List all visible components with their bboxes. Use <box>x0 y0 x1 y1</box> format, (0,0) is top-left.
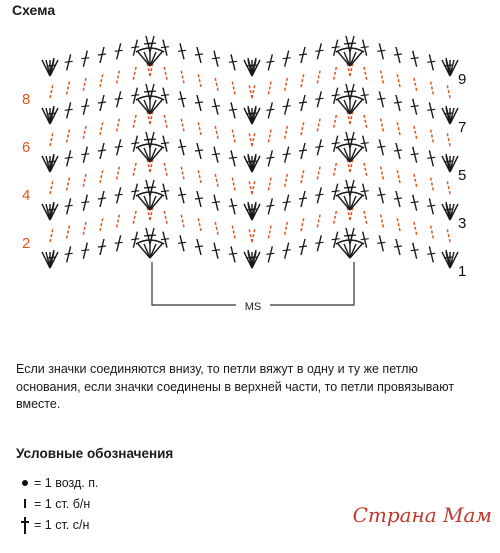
watermark-logo: Страна Мам <box>352 503 492 527</box>
legend-item-double-crochet <box>16 514 98 535</box>
row-label-right: 5 <box>458 167 467 184</box>
stitch-bar <box>394 198 402 199</box>
fan-post <box>338 52 350 66</box>
fan-post <box>350 148 362 162</box>
stitch-bar <box>81 154 89 155</box>
stitch-post <box>164 66 167 80</box>
stitch-post <box>181 69 184 83</box>
stitch-bar <box>161 191 169 192</box>
stitch-post <box>252 228 255 242</box>
stitch-post <box>447 84 450 98</box>
stitch-bar <box>195 198 203 199</box>
stitch-post <box>133 210 136 224</box>
stitch-bar <box>394 54 402 55</box>
fan-post <box>138 244 150 258</box>
stitch-post <box>447 228 450 242</box>
stitch-bar <box>98 198 106 199</box>
stitch-bar <box>283 154 291 155</box>
stitch-post <box>67 224 70 238</box>
stitch-post <box>133 162 136 176</box>
stitch-post <box>317 213 320 227</box>
fan-post <box>150 100 162 114</box>
row-label-right: 9 <box>458 71 467 88</box>
stitch-post <box>67 80 70 94</box>
stitch-post <box>83 125 86 139</box>
stitch-post <box>198 169 201 183</box>
stitch-post <box>215 221 218 235</box>
fan-post <box>338 244 350 258</box>
legend-text: = 1 ст. б/н <box>34 496 91 511</box>
stitch-bar <box>394 102 402 103</box>
fan-post <box>350 196 362 210</box>
stitch-bar <box>411 106 419 107</box>
stitch-bar <box>266 109 274 110</box>
stitch-bar <box>377 50 385 51</box>
stitch-bar <box>98 102 106 103</box>
stitch-bar <box>229 109 237 110</box>
stitch-post <box>317 117 320 131</box>
stitch-bar <box>427 253 435 254</box>
stitch-post <box>334 66 337 80</box>
stitch-post <box>252 132 255 146</box>
stitch-bar <box>161 143 169 144</box>
stitch-post <box>430 128 433 142</box>
stitch-post <box>397 73 400 87</box>
stitch-bar <box>361 47 369 48</box>
stitch-bar <box>315 146 323 147</box>
stitch-post <box>301 73 304 87</box>
stitch-bar <box>283 202 291 203</box>
stitch-bar <box>212 58 220 59</box>
stitch-post <box>317 165 320 179</box>
stitch-post <box>198 217 201 231</box>
stitch-bar <box>332 191 340 192</box>
stitch-bar <box>332 239 340 240</box>
stitch-bar <box>81 106 89 107</box>
row-label-right: 7 <box>458 119 467 136</box>
stitch-post <box>215 173 218 187</box>
legend-item-single-crochet <box>16 493 98 514</box>
stitch-post <box>430 224 433 238</box>
stitch-bar <box>361 143 369 144</box>
fan-post <box>150 244 162 258</box>
stitch-bar <box>377 242 385 243</box>
stitch-bar <box>212 202 220 203</box>
stitch-post <box>380 69 383 83</box>
stitch-post <box>249 132 252 146</box>
stitch-post <box>67 128 70 142</box>
stitch-bar <box>115 50 123 51</box>
stitch-post <box>380 117 383 131</box>
stitch-bar <box>283 58 291 59</box>
stitch-bar <box>427 157 435 158</box>
fan-post <box>338 148 350 162</box>
stitch-bar <box>195 246 203 247</box>
double-crochet-icon <box>16 515 34 535</box>
stitch-post <box>50 132 53 146</box>
stitch-post <box>232 224 235 238</box>
stitch-bar <box>266 61 274 62</box>
legend-text: = 1 возд. п. <box>34 475 99 490</box>
stitch-post <box>334 114 337 128</box>
stitch-bar <box>283 106 291 107</box>
stitch-post <box>268 80 271 94</box>
stitch-post <box>317 69 320 83</box>
stitch-post <box>181 165 184 179</box>
stitch-post <box>83 221 86 235</box>
stitch-post <box>249 84 252 98</box>
stitch-post <box>285 125 288 139</box>
fan-post <box>350 100 362 114</box>
stitch-post <box>364 114 367 128</box>
stitch-post <box>164 114 167 128</box>
stitch-bar <box>115 194 123 195</box>
stitch-post <box>181 213 184 227</box>
stitch-bar <box>299 54 307 55</box>
stitch-bar <box>131 47 139 48</box>
fan-post <box>150 148 162 162</box>
stitch-post <box>268 176 271 190</box>
stitch-post <box>430 176 433 190</box>
stitch-post <box>397 121 400 135</box>
stitch-post <box>397 217 400 231</box>
row-label-left: 4 <box>22 187 31 204</box>
stitch-bar <box>299 150 307 151</box>
stitch-bar <box>377 98 385 99</box>
stitch-post <box>232 128 235 142</box>
stitch-post <box>83 77 86 91</box>
stitch-bar <box>178 98 186 99</box>
stitch-bar <box>315 242 323 243</box>
stitch-bar <box>361 95 369 96</box>
stitch-post <box>198 73 201 87</box>
stitch-post <box>414 221 417 235</box>
stitch-bar <box>332 47 340 48</box>
stitch-bar <box>229 205 237 206</box>
legend <box>16 472 98 535</box>
stitch-bar <box>131 239 139 240</box>
explanation-note: Если значки соединяются внизу, то петли вяжут в одну и ту же петлю основания, если значки соединены в верхней части, то петли провязывают вместе. <box>16 362 455 411</box>
stitch-post <box>100 121 103 135</box>
stitch-bar <box>315 194 323 195</box>
stitch-post <box>285 221 288 235</box>
fan-post <box>138 100 150 114</box>
stitch-bar <box>299 246 307 247</box>
single-crochet-icon <box>16 499 34 508</box>
stitch-post <box>100 217 103 231</box>
stitch-bar <box>411 58 419 59</box>
stitch-bar <box>178 194 186 195</box>
stitch-bar <box>229 157 237 158</box>
stitch-bar <box>65 109 73 110</box>
stitch-post <box>117 213 120 227</box>
stitch-post <box>268 128 271 142</box>
fan-post <box>338 100 350 114</box>
stitch-post <box>430 80 433 94</box>
fan-post <box>138 52 150 66</box>
stitch-post <box>364 162 367 176</box>
stitch-bar <box>315 98 323 99</box>
legend-item-chain <box>16 472 98 493</box>
stitch-bar <box>427 205 435 206</box>
stitch-bar <box>178 146 186 147</box>
stitch-post <box>117 165 120 179</box>
chart-title: Схема <box>12 2 56 18</box>
stitch-bar <box>299 198 307 199</box>
stitch-bar <box>427 109 435 110</box>
stitch-post <box>164 210 167 224</box>
stitch-bar <box>98 246 106 247</box>
stitch-bar <box>178 242 186 243</box>
row-label-left: 8 <box>22 91 31 108</box>
stitch-bar <box>178 50 186 51</box>
fan-post <box>150 52 162 66</box>
stitch-post <box>100 169 103 183</box>
stitch-post <box>301 169 304 183</box>
dot-icon <box>16 480 34 486</box>
stitch-bar <box>81 202 89 203</box>
stitch-bar <box>315 50 323 51</box>
stitch-post <box>133 114 136 128</box>
stitch-post <box>232 176 235 190</box>
stitch-post <box>117 69 120 83</box>
stitch-post <box>50 84 53 98</box>
stitch-bar <box>377 146 385 147</box>
stitch-bar <box>266 253 274 254</box>
stitch-bar <box>161 239 169 240</box>
stitch-bar <box>115 98 123 99</box>
stitch-bar <box>411 250 419 251</box>
stitch-bar <box>377 194 385 195</box>
stitch-post <box>301 121 304 135</box>
stitch-post <box>447 180 450 194</box>
stitch-post <box>50 180 53 194</box>
row-label-left: 6 <box>22 139 31 156</box>
stitch-bar <box>98 150 106 151</box>
fan-post <box>150 196 162 210</box>
stitch-post <box>414 125 417 139</box>
row-label-right: 1 <box>458 263 467 280</box>
stitch-post <box>334 162 337 176</box>
legend-text: = 1 ст. с/н <box>34 517 90 532</box>
stitch-post <box>181 117 184 131</box>
stitch-bar <box>65 253 73 254</box>
stitch-bar <box>283 250 291 251</box>
stitch-bar <box>361 239 369 240</box>
stitch-post <box>364 66 367 80</box>
stitch-post <box>83 173 86 187</box>
stitch-bar <box>212 250 220 251</box>
stitch-post <box>414 173 417 187</box>
stitch-post <box>334 210 337 224</box>
stitch-post <box>198 121 201 135</box>
stitch-post <box>380 213 383 227</box>
fan-post <box>138 148 150 162</box>
stitch-post <box>285 173 288 187</box>
stitch-bar <box>266 157 274 158</box>
stitch-post <box>364 210 367 224</box>
repeat-label: MS <box>244 301 262 313</box>
stitch-post <box>380 165 383 179</box>
stitch-bar <box>131 191 139 192</box>
stitch-bar <box>332 95 340 96</box>
stitch-bar <box>394 150 402 151</box>
stitch-post <box>67 176 70 190</box>
stitch-bar <box>65 157 73 158</box>
stitch-bar <box>411 154 419 155</box>
stitch-post <box>252 180 255 194</box>
stitch-bar <box>195 54 203 55</box>
row-label-right: 3 <box>458 215 467 232</box>
stitch-post <box>164 162 167 176</box>
fan-post <box>350 52 362 66</box>
stitch-post <box>447 132 450 146</box>
stitch-post <box>117 117 120 131</box>
fan-post <box>350 244 362 258</box>
stitch-post <box>100 73 103 87</box>
stitch-bar <box>195 102 203 103</box>
stitch-bar <box>65 205 73 206</box>
stitch-bar <box>98 54 106 55</box>
stitch-post <box>268 224 271 238</box>
stitch-post <box>414 77 417 91</box>
stitch-bar <box>115 242 123 243</box>
stitch-bar <box>411 202 419 203</box>
stitch-bar <box>131 143 139 144</box>
stitch-bar <box>332 143 340 144</box>
stitch-bar <box>299 102 307 103</box>
stitch-post <box>249 228 252 242</box>
stitch-post <box>397 169 400 183</box>
stitch-post <box>252 84 255 98</box>
stitch-bar <box>65 61 73 62</box>
stitch-bar <box>229 253 237 254</box>
fan-post <box>138 196 150 210</box>
row-label-left: 2 <box>22 235 31 252</box>
stitch-bar <box>161 95 169 96</box>
stitch-bar <box>131 95 139 96</box>
stitch-bar <box>394 246 402 247</box>
stitch-post <box>50 228 53 242</box>
stitch-bar <box>212 154 220 155</box>
legend-title: Условные обозначения <box>16 446 174 461</box>
stitch-bar <box>212 106 220 107</box>
stitch-bar <box>229 61 237 62</box>
stitch-bar <box>81 58 89 59</box>
stitch-post <box>301 217 304 231</box>
stitch-post <box>285 77 288 91</box>
stitch-bar <box>266 205 274 206</box>
stitch-post <box>215 125 218 139</box>
stitch-post <box>215 77 218 91</box>
stitch-post <box>232 80 235 94</box>
stitch-bar <box>427 61 435 62</box>
stitch-bar <box>81 250 89 251</box>
stitch-bar <box>361 191 369 192</box>
stitch-bar <box>195 150 203 151</box>
stitch-bar <box>115 146 123 147</box>
stitch-post <box>133 66 136 80</box>
fan-post <box>338 196 350 210</box>
stitch-bar <box>161 47 169 48</box>
stitch-post <box>249 180 252 194</box>
